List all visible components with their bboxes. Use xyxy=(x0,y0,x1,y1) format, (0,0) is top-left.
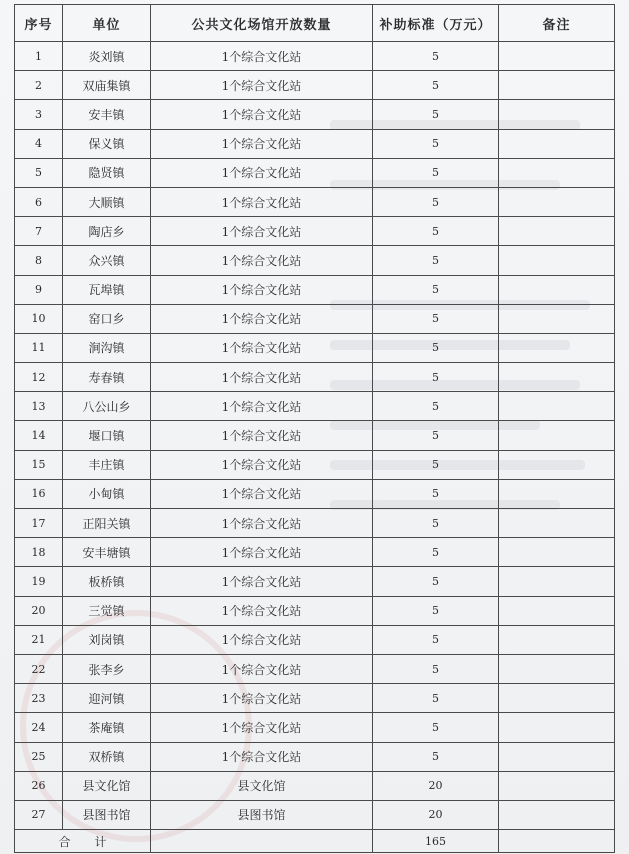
cell-note xyxy=(499,450,615,479)
table-row xyxy=(15,246,615,275)
cell-unit: 安丰镇 xyxy=(63,100,151,129)
cell-serial: 9 xyxy=(15,275,63,304)
cell-serial: 3 xyxy=(15,100,63,129)
table-row xyxy=(15,217,615,246)
cell-amount: 5 xyxy=(373,42,499,71)
cell-venue: 1个综合文化站 xyxy=(151,42,373,71)
subsidy-table xyxy=(14,4,615,853)
table-row xyxy=(15,509,615,538)
cell-serial: 25 xyxy=(15,742,63,771)
cell-unit: 大顺镇 xyxy=(63,187,151,216)
cell-unit: 县图书馆 xyxy=(63,800,151,829)
table-header-row xyxy=(15,5,615,42)
cell-venue: 1个综合文化站 xyxy=(151,275,373,304)
cell-amount: 5 xyxy=(373,509,499,538)
table-row xyxy=(15,187,615,216)
cell-serial: 22 xyxy=(15,654,63,683)
cell-amount: 5 xyxy=(373,567,499,596)
cell-note xyxy=(499,392,615,421)
header-note: 备注 xyxy=(499,5,615,42)
cell-note xyxy=(499,187,615,216)
total-label: 合 计 xyxy=(15,830,151,853)
cell-amount: 5 xyxy=(373,333,499,362)
cell-amount: 5 xyxy=(373,100,499,129)
cell-serial: 23 xyxy=(15,684,63,713)
cell-venue: 1个综合文化站 xyxy=(151,392,373,421)
cell-note xyxy=(499,275,615,304)
cell-unit: 窑口乡 xyxy=(63,304,151,333)
table-row xyxy=(15,363,615,392)
cell-unit: 隐贤镇 xyxy=(63,158,151,187)
cell-unit: 正阳关镇 xyxy=(63,509,151,538)
cell-amount: 5 xyxy=(373,684,499,713)
cell-note xyxy=(499,538,615,567)
cell-amount: 5 xyxy=(373,713,499,742)
cell-unit: 县文化馆 xyxy=(63,771,151,800)
cell-note xyxy=(499,479,615,508)
cell-note xyxy=(499,363,615,392)
table-row xyxy=(15,742,615,771)
cell-unit: 小甸镇 xyxy=(63,479,151,508)
cell-note xyxy=(499,421,615,450)
cell-note xyxy=(499,771,615,800)
cell-unit: 炎刘镇 xyxy=(63,42,151,71)
table-row xyxy=(15,392,615,421)
cell-serial: 15 xyxy=(15,450,63,479)
cell-unit: 八公山乡 xyxy=(63,392,151,421)
cell-serial: 17 xyxy=(15,509,63,538)
cell-amount: 5 xyxy=(373,654,499,683)
cell-venue: 1个综合文化站 xyxy=(151,304,373,333)
cell-amount: 5 xyxy=(373,275,499,304)
cell-note xyxy=(499,567,615,596)
table-row xyxy=(15,625,615,654)
cell-amount: 5 xyxy=(373,538,499,567)
cell-venue: 1个综合文化站 xyxy=(151,100,373,129)
table-row xyxy=(15,538,615,567)
table-row xyxy=(15,567,615,596)
cell-serial: 7 xyxy=(15,217,63,246)
table-row xyxy=(15,800,615,829)
cell-amount: 20 xyxy=(373,800,499,829)
table-row xyxy=(15,596,615,625)
cell-venue: 1个综合文化站 xyxy=(151,654,373,683)
table-row xyxy=(15,100,615,129)
cell-unit: 丰庄镇 xyxy=(63,450,151,479)
cell-amount: 5 xyxy=(373,421,499,450)
cell-venue: 1个综合文化站 xyxy=(151,333,373,362)
cell-unit: 板桥镇 xyxy=(63,567,151,596)
cell-note xyxy=(499,246,615,275)
table-row xyxy=(15,333,615,362)
cell-note xyxy=(499,742,615,771)
cell-note xyxy=(499,217,615,246)
cell-serial: 6 xyxy=(15,187,63,216)
total-note xyxy=(499,830,615,853)
cell-unit: 寿春镇 xyxy=(63,363,151,392)
cell-venue: 1个综合文化站 xyxy=(151,158,373,187)
cell-unit: 三觉镇 xyxy=(63,596,151,625)
cell-venue: 1个综合文化站 xyxy=(151,713,373,742)
cell-serial: 24 xyxy=(15,713,63,742)
cell-unit: 众兴镇 xyxy=(63,246,151,275)
cell-unit: 迎河镇 xyxy=(63,684,151,713)
cell-unit: 瓦埠镇 xyxy=(63,275,151,304)
cell-venue: 1个综合文化站 xyxy=(151,421,373,450)
cell-venue: 1个综合文化站 xyxy=(151,71,373,100)
cell-venue: 1个综合文化站 xyxy=(151,625,373,654)
table-row xyxy=(15,71,615,100)
header-unit: 单位 xyxy=(63,5,151,42)
cell-note xyxy=(499,596,615,625)
cell-serial: 8 xyxy=(15,246,63,275)
table-row xyxy=(15,42,615,71)
cell-venue: 1个综合文化站 xyxy=(151,450,373,479)
cell-venue: 1个综合文化站 xyxy=(151,509,373,538)
cell-unit: 涧沟镇 xyxy=(63,333,151,362)
cell-note xyxy=(499,71,615,100)
cell-unit: 茶庵镇 xyxy=(63,713,151,742)
cell-serial: 19 xyxy=(15,567,63,596)
cell-unit: 双桥镇 xyxy=(63,742,151,771)
cell-serial: 10 xyxy=(15,304,63,333)
cell-venue: 1个综合文化站 xyxy=(151,596,373,625)
cell-venue: 1个综合文化站 xyxy=(151,538,373,567)
cell-serial: 12 xyxy=(15,363,63,392)
cell-serial: 27 xyxy=(15,800,63,829)
cell-unit: 安丰塘镇 xyxy=(63,538,151,567)
cell-serial: 14 xyxy=(15,421,63,450)
cell-amount: 5 xyxy=(373,596,499,625)
cell-venue: 1个综合文化站 xyxy=(151,187,373,216)
cell-amount: 5 xyxy=(373,392,499,421)
cell-amount: 20 xyxy=(373,771,499,800)
table-row xyxy=(15,129,615,158)
table-row xyxy=(15,684,615,713)
cell-amount: 5 xyxy=(373,304,499,333)
cell-amount: 5 xyxy=(373,625,499,654)
cell-note xyxy=(499,654,615,683)
cell-venue: 1个综合文化站 xyxy=(151,479,373,508)
cell-amount: 5 xyxy=(373,129,499,158)
cell-note xyxy=(499,158,615,187)
cell-venue: 1个综合文化站 xyxy=(151,217,373,246)
cell-serial: 11 xyxy=(15,333,63,362)
cell-serial: 18 xyxy=(15,538,63,567)
cell-unit: 张李乡 xyxy=(63,654,151,683)
table-row xyxy=(15,479,615,508)
cell-note xyxy=(499,625,615,654)
table-row xyxy=(15,771,615,800)
table-row xyxy=(15,275,615,304)
cell-venue: 县文化馆 xyxy=(151,771,373,800)
cell-note xyxy=(499,509,615,538)
cell-amount: 5 xyxy=(373,246,499,275)
cell-amount: 5 xyxy=(373,742,499,771)
cell-serial: 4 xyxy=(15,129,63,158)
cell-amount: 5 xyxy=(373,158,499,187)
cell-note xyxy=(499,304,615,333)
cell-note xyxy=(499,129,615,158)
table-row xyxy=(15,450,615,479)
cell-amount: 5 xyxy=(373,450,499,479)
cell-serial: 16 xyxy=(15,479,63,508)
total-amount: 165 xyxy=(373,830,499,853)
cell-venue: 1个综合文化站 xyxy=(151,742,373,771)
header-venue-count: 公共文化场馆开放数量 xyxy=(151,5,373,42)
cell-note xyxy=(499,684,615,713)
cell-unit: 堰口镇 xyxy=(63,421,151,450)
cell-serial: 21 xyxy=(15,625,63,654)
cell-venue: 县图书馆 xyxy=(151,800,373,829)
cell-unit: 陶店乡 xyxy=(63,217,151,246)
cell-note xyxy=(499,333,615,362)
cell-serial: 20 xyxy=(15,596,63,625)
cell-unit: 保义镇 xyxy=(63,129,151,158)
cell-note xyxy=(499,100,615,129)
header-subsidy: 补助标准（万元） xyxy=(373,5,499,42)
cell-serial: 2 xyxy=(15,71,63,100)
table-body xyxy=(15,42,615,830)
cell-amount: 5 xyxy=(373,217,499,246)
cell-amount: 5 xyxy=(373,479,499,508)
table-row xyxy=(15,304,615,333)
cell-serial: 13 xyxy=(15,392,63,421)
total-venue-cell xyxy=(151,830,373,853)
table-row xyxy=(15,713,615,742)
total-row xyxy=(15,830,615,853)
cell-unit: 双庙集镇 xyxy=(63,71,151,100)
cell-venue: 1个综合文化站 xyxy=(151,129,373,158)
table-row xyxy=(15,421,615,450)
cell-venue: 1个综合文化站 xyxy=(151,363,373,392)
table-row xyxy=(15,158,615,187)
cell-note xyxy=(499,713,615,742)
cell-note xyxy=(499,42,615,71)
cell-amount: 5 xyxy=(373,187,499,216)
cell-unit: 刘岗镇 xyxy=(63,625,151,654)
cell-venue: 1个综合文化站 xyxy=(151,684,373,713)
cell-serial: 1 xyxy=(15,42,63,71)
table-row xyxy=(15,654,615,683)
cell-note xyxy=(499,800,615,829)
cell-amount: 5 xyxy=(373,71,499,100)
header-serial: 序号 xyxy=(15,5,63,42)
cell-serial: 26 xyxy=(15,771,63,800)
cell-venue: 1个综合文化站 xyxy=(151,567,373,596)
cell-serial: 5 xyxy=(15,158,63,187)
cell-venue: 1个综合文化站 xyxy=(151,246,373,275)
cell-amount: 5 xyxy=(373,363,499,392)
